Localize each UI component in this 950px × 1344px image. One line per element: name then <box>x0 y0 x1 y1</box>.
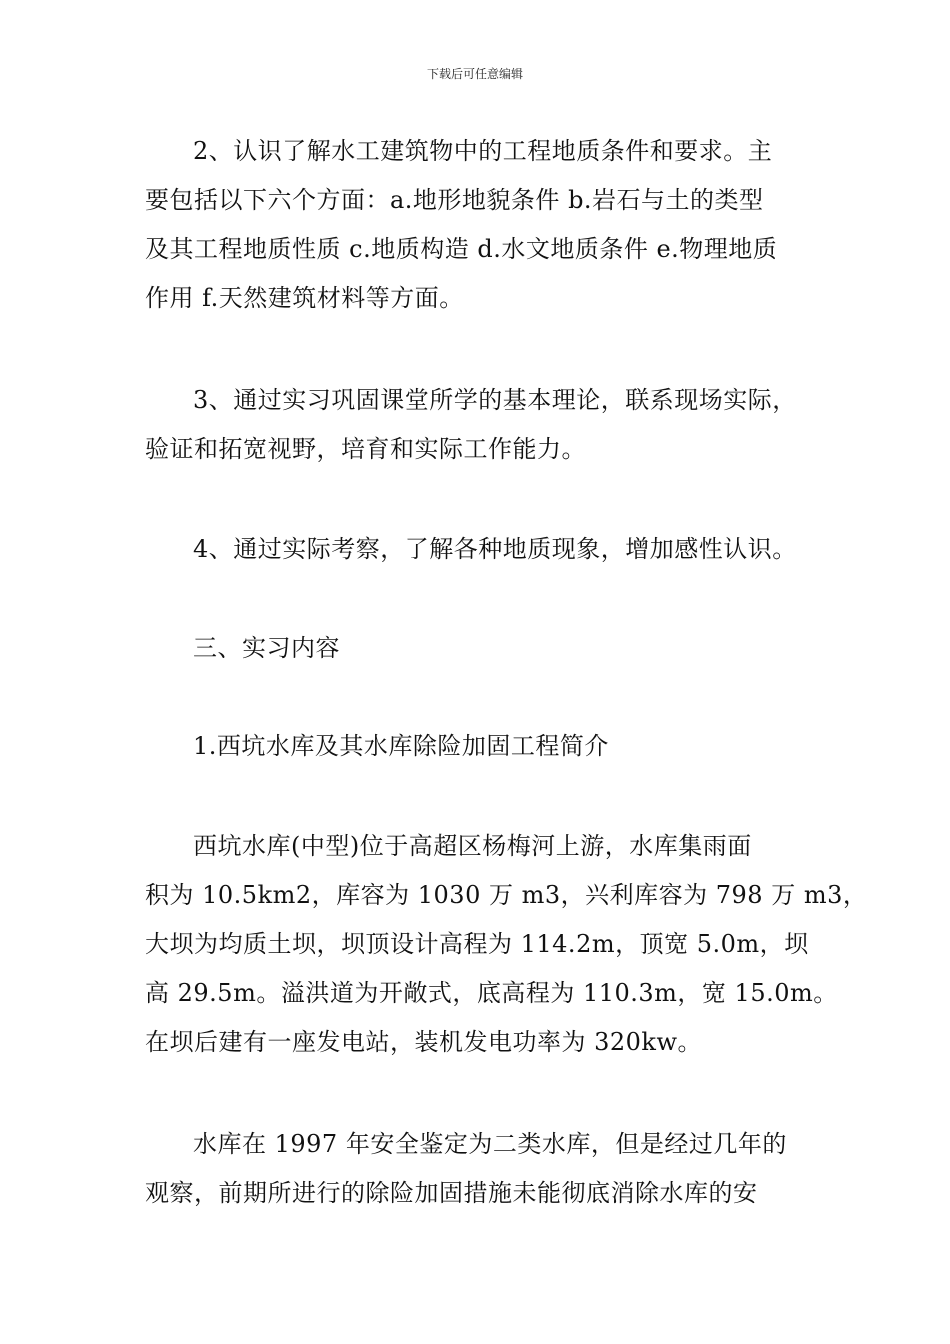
text-line: 观察，前期所进行的除险加固措施未能彻底消除水库的安 <box>145 1179 758 1207</box>
text-line: 在坝后建有一座发电站，装机发电功率为 320kw。 <box>145 1028 703 1056</box>
text-line: 西坑水库(中型)位于高超区杨梅河上游，水库集雨面 <box>193 832 752 860</box>
text-line: 验证和拓宽视野，培育和实际工作能力。 <box>145 435 586 463</box>
paragraph-objective-2 <box>145 127 815 323</box>
heading-text: 三、实习内容 <box>193 634 340 662</box>
text-line: 积为 10.5km2，库容为 1030 万 m3，兴利库容为 798 万 m3， <box>145 881 868 909</box>
paragraph-objective-4 <box>145 525 815 574</box>
text-line: 2、认识了解水工建筑物中的工程地质条件和要求。主 <box>193 137 773 165</box>
page-header: 下载后可任意编辑 <box>426 67 523 81</box>
paragraph-reservoir-overview <box>145 822 868 1067</box>
paragraph-objective-3 <box>145 376 815 474</box>
text-line: 大坝为均质土坝，坝顶设计高程为 114.2m，顶宽 5.0m，坝 <box>145 930 809 958</box>
text-line: 作用 f.天然建筑材料等方面。 <box>145 284 464 312</box>
text-line: 4、通过实际考察，了解各种地质现象，增加感性认识。 <box>193 535 797 563</box>
text-line: 及其工程地质性质 c.地质构造 d.水文地质条件 e.物理地质 <box>145 235 778 263</box>
paragraph-safety-assessment <box>145 1120 815 1218</box>
text-line: 3、通过实习巩固课堂所学的基本理论，联系现场实际， <box>193 386 797 414</box>
text-line: 高 29.5m。溢洪道为开敞式，底高程为 110.3m，宽 15.0m。 <box>145 979 838 1007</box>
text-line: 水库在 1997 年安全鉴定为二类水库，但是经过几年的 <box>193 1130 787 1158</box>
heading-text: 1.西坑水库及其水库除险加固工程简介 <box>193 732 609 760</box>
section-heading-internship-content <box>145 624 815 673</box>
text-line: 要包括以下六个方面：a.地形地貌条件 b.岩石与土的类型 <box>145 186 764 214</box>
subsection-heading-xikeng-reservoir <box>145 722 815 771</box>
